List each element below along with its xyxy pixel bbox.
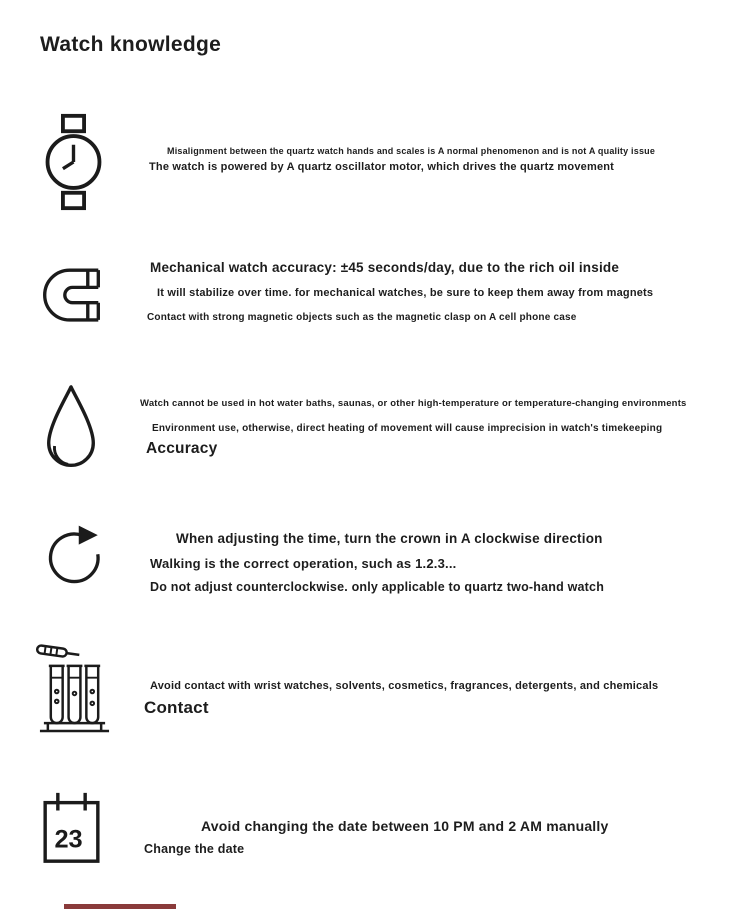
info-line: The watch is powered by A quartz oscillator motor, which drives the quartz movement [149, 161, 615, 173]
info-line: Misalignment between the quartz watch hands and scales is A normal phenomenon and is not A quality issue [167, 146, 656, 156]
calendar-day-text: 23 [54, 825, 83, 854]
wristwatch-icon [42, 112, 105, 212]
info-line: Contact with strong magnetic objects such as the magnetic clasp on A cell phone case [147, 312, 577, 323]
info-line: Mechanical watch accuracy: ±45 seconds/day, due to the rich oil inside [150, 260, 620, 275]
info-line: Avoid changing the date between 10 PM and 2 AM manually [201, 818, 609, 834]
section-title: Accuracy [146, 440, 218, 457]
water-drop-icon [40, 382, 102, 477]
calendar-icon [40, 788, 103, 868]
page-title: Watch knowledge [40, 33, 222, 56]
section-title: Change the date [144, 842, 245, 856]
test-tubes-icon [36, 642, 113, 741]
info-line: Avoid contact with wrist watches, solvents, cosmetics, fragrances, detergents, and chemicals [150, 680, 659, 692]
clockwise-arrow-icon [42, 519, 106, 597]
cutoff-red-banner [64, 904, 176, 909]
info-line: Walking is the correct operation, such as 1.2.3... [150, 556, 457, 571]
info-line: When adjusting the time, turn the crown in A clockwise direction [176, 531, 603, 546]
magnet-icon [38, 262, 105, 330]
section-title: Contact [144, 698, 209, 717]
info-line: Watch cannot be used in hot water baths, saunas, or other high-temperature or temperature-changing environments [140, 398, 687, 409]
info-line: It will stabilize over time. for mechanical watches, be sure to keep them away from magnets [157, 287, 654, 299]
info-line: Environment use, otherwise, direct heating of movement will cause imprecision in watch's timekeeping [152, 423, 663, 434]
info-line: Do not adjust counterclockwise. only applicable to quartz two-hand watch [150, 580, 605, 594]
